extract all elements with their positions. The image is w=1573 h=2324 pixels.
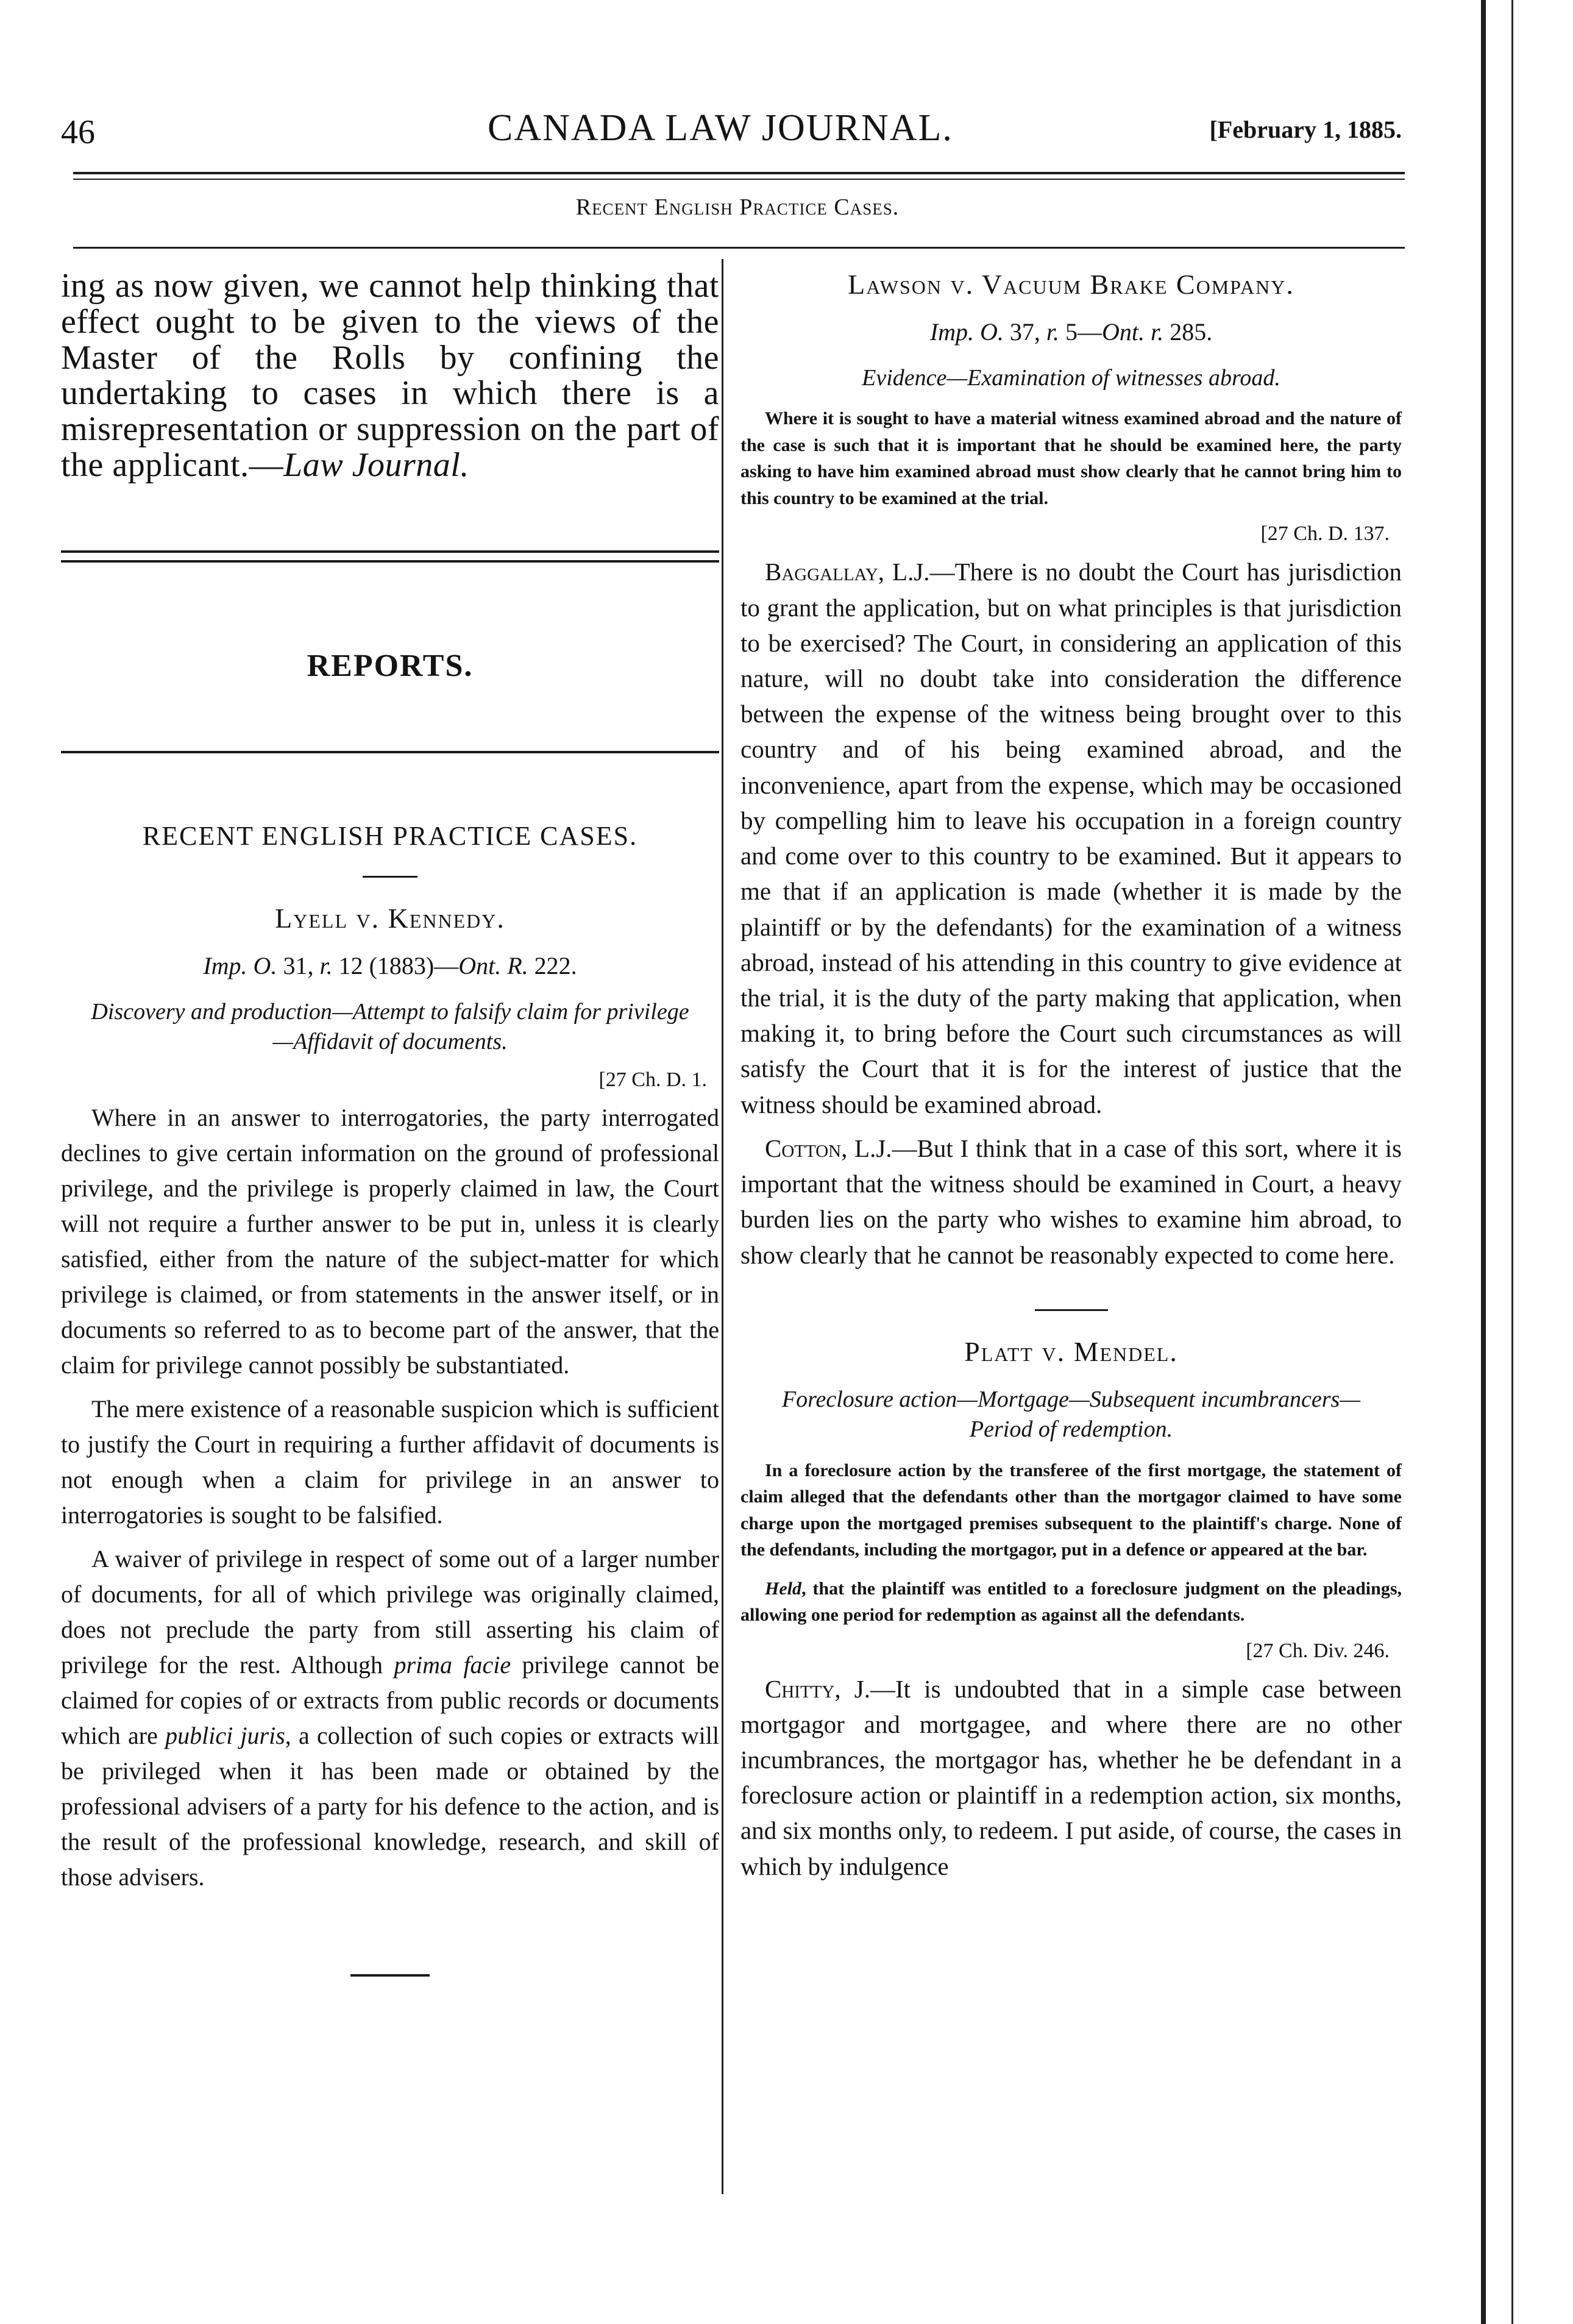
heading-short-rule <box>363 876 417 878</box>
running-head <box>61 107 1402 155</box>
case-separator-rule <box>1035 1309 1108 1311</box>
headnote-platt: In a foreclosure action by the transferee of the first mortgage, the statement of claim alleged that the defendants other than the mortgagor claimed to have some charge upon the mortgaged premises subsequent to the plaintiff's charge. None of the defendants, including the mortgagor, put in a defence or appeared at the bar. <box>740 1460 1402 1560</box>
page-edge-shadow <box>1481 0 1486 2324</box>
report-reference-lawson: [27 Ch. D. 137. <box>1260 522 1390 545</box>
judgment-baggallay: Baggallay, L.J.—There is no doubt the Court has jurisdiction to grant the application, but on what principles is that jurisdiction to be exercised? The Court, in considering an application of this nature, will no doubt take into consideration the difference between the expense of the witness being brought over to this country and of his being examined abroad, and the inconvenience, apart from the expense, which may be occasioned by compelling him to leave his occupation in a foreign country and come over to this country to be examined. But it appears to me that if an application is made (whether it is made by the plaintiff or by the defendants) for the examination of a witness abroad, instead of his attending in this country to give evidence at the trial, it is the duty of the party making that application, when making it, to bring before the Court such circumstances as will satisfy the Court that it is for the interest of justice that the witness should be examined abroad. <box>740 558 1402 1118</box>
headnote-paragraph: The mere existence of a reasonable suspicion which is sufficient to justify the Court in requiring a further affidavit of documents is not enough when a claim for privilege in an answer to interrogatories is sought to be falsified. <box>61 1395 719 1529</box>
case-title-lawson: Lawson v. Vacuum Brake Company. <box>848 269 1294 300</box>
column-divider <box>722 259 723 2194</box>
judge-name: Chitty, J. <box>765 1674 870 1703</box>
header-rule-top <box>73 172 1405 174</box>
case-subject-lawson: Evidence—Examination of witnesses abroad. <box>862 365 1280 391</box>
case-subject-platt: Foreclosure action—Mortgage—Subsequent incumbrancers—Period of redemption. <box>781 1386 1361 1443</box>
report-reference-lyell: [27 Ch. D. 1. <box>598 1068 707 1091</box>
case-citation-lyell: Imp. O. 31, r. 12 (1883)—Ont. R. 222. <box>203 951 577 979</box>
journal-title: CANADA LAW JOURNAL. <box>488 107 953 149</box>
section-rule <box>73 247 1405 249</box>
report-reference-platt: [27 Ch. Div. 246. <box>1246 1639 1390 1662</box>
right-column <box>740 268 1402 1884</box>
headnote-paragraph: A waiver of privilege in respect of some out of a larger number of documents, for all of which privilege was originally claimed, does not preclude the party from still asserting his claim of privilege for the rest. Although prima facie privilege cannot be claimed for copies of or extracts from public records or documents which are publici juris, a collection of such copies or extracts will be privileged when it has been made or obtained by the professional advisers of a party for his defence to the action, and is the result of the professional knowledge, research, and skill of those advisers. <box>61 1544 720 1891</box>
case-title-platt: Platt v. Mendel. <box>964 1335 1178 1367</box>
issue-date: [February 1, 1885. <box>1209 116 1402 143</box>
section-running-title: Recent English Practice Cases. <box>575 194 900 220</box>
judgment-chitty: Chitty, J.—It is undoubted that in a simple case between mortgagor and mortgagee, and where there are no other incumbrances, the mortgagor has, whether he be defendant in a foreclosure action or plaintiff in a redemption action, six months, and six months only, to redeem. I put aside, of course, the cases in which by indulgence <box>740 1674 1402 1880</box>
case-citation-lawson: Imp. O. 37, r. 5—Ont. r. 285. <box>929 318 1213 346</box>
reports-heading: REPORTS. <box>307 648 474 683</box>
continued-paragraph: ing as now given, we cannot help thinking that effect ought to be given to the views of the Master of the Rolls by confining the undertaking to cases in which there is a misrepresentation or suppression on the part of the applicant.— <box>61 267 719 484</box>
continued-source: Law Journal. <box>283 446 469 484</box>
article-end-double-rule <box>61 550 719 563</box>
reports-rule <box>61 751 719 753</box>
headnote-paragraph: Where in an answer to interrogatories, the party interrogated declines to give certain information on the ground of professional privilege, and the privilege is properly claimed in law, the Court will not require a further answer to be put in, unless it is clearly satisfied, either from the nature of the subject-matter for which privilege is claimed, or from statements in the answer itself, or in documents so referred to as to become part of the answer, that the claim for privilege cannot possibly be substantiated. <box>61 1103 719 1379</box>
header-rule-bottom <box>73 179 1405 180</box>
left-column <box>61 268 719 1977</box>
judge-name: Baggallay, L.J. <box>765 558 930 586</box>
page-number: 46 <box>61 113 95 151</box>
headnote-lawson: Where it is sought to have a material witness examined abroad and the nature of the case is such that it is important that he should be examined here, the party asking to have him examined abroad must show clearly that he cannot bring him to this country to be examined at the trial. <box>740 408 1402 508</box>
column-end-rule <box>350 1974 430 1977</box>
page-edge-line <box>1511 0 1513 2324</box>
case-title-lyell: Lyell v. Kennedy. <box>275 902 505 934</box>
judgment-cotton: Cotton, L.J.—But I think that in a case of this sort, where it is important that the witness should be examined in Court, a heavy burden lies on the party who wishes to examine him abroad, to show clearly that he cannot be reasonably expected to come here. <box>740 1134 1402 1269</box>
recent-cases-heading: RECENT ENGLISH PRACTICE CASES. <box>142 820 638 851</box>
headnote-platt-held: Held, that the plaintiff was entitled to a foreclosure judgment on the pleadings, allowing one period for redemption as against all the defendants. <box>740 1578 1402 1626</box>
case-subject-lyell: Discovery and production—Attempt to falsify claim for privilege—Affidavit of documents. <box>91 998 689 1055</box>
judge-name: Cotton, L.J. <box>765 1134 892 1162</box>
continued-article-text <box>61 268 719 483</box>
